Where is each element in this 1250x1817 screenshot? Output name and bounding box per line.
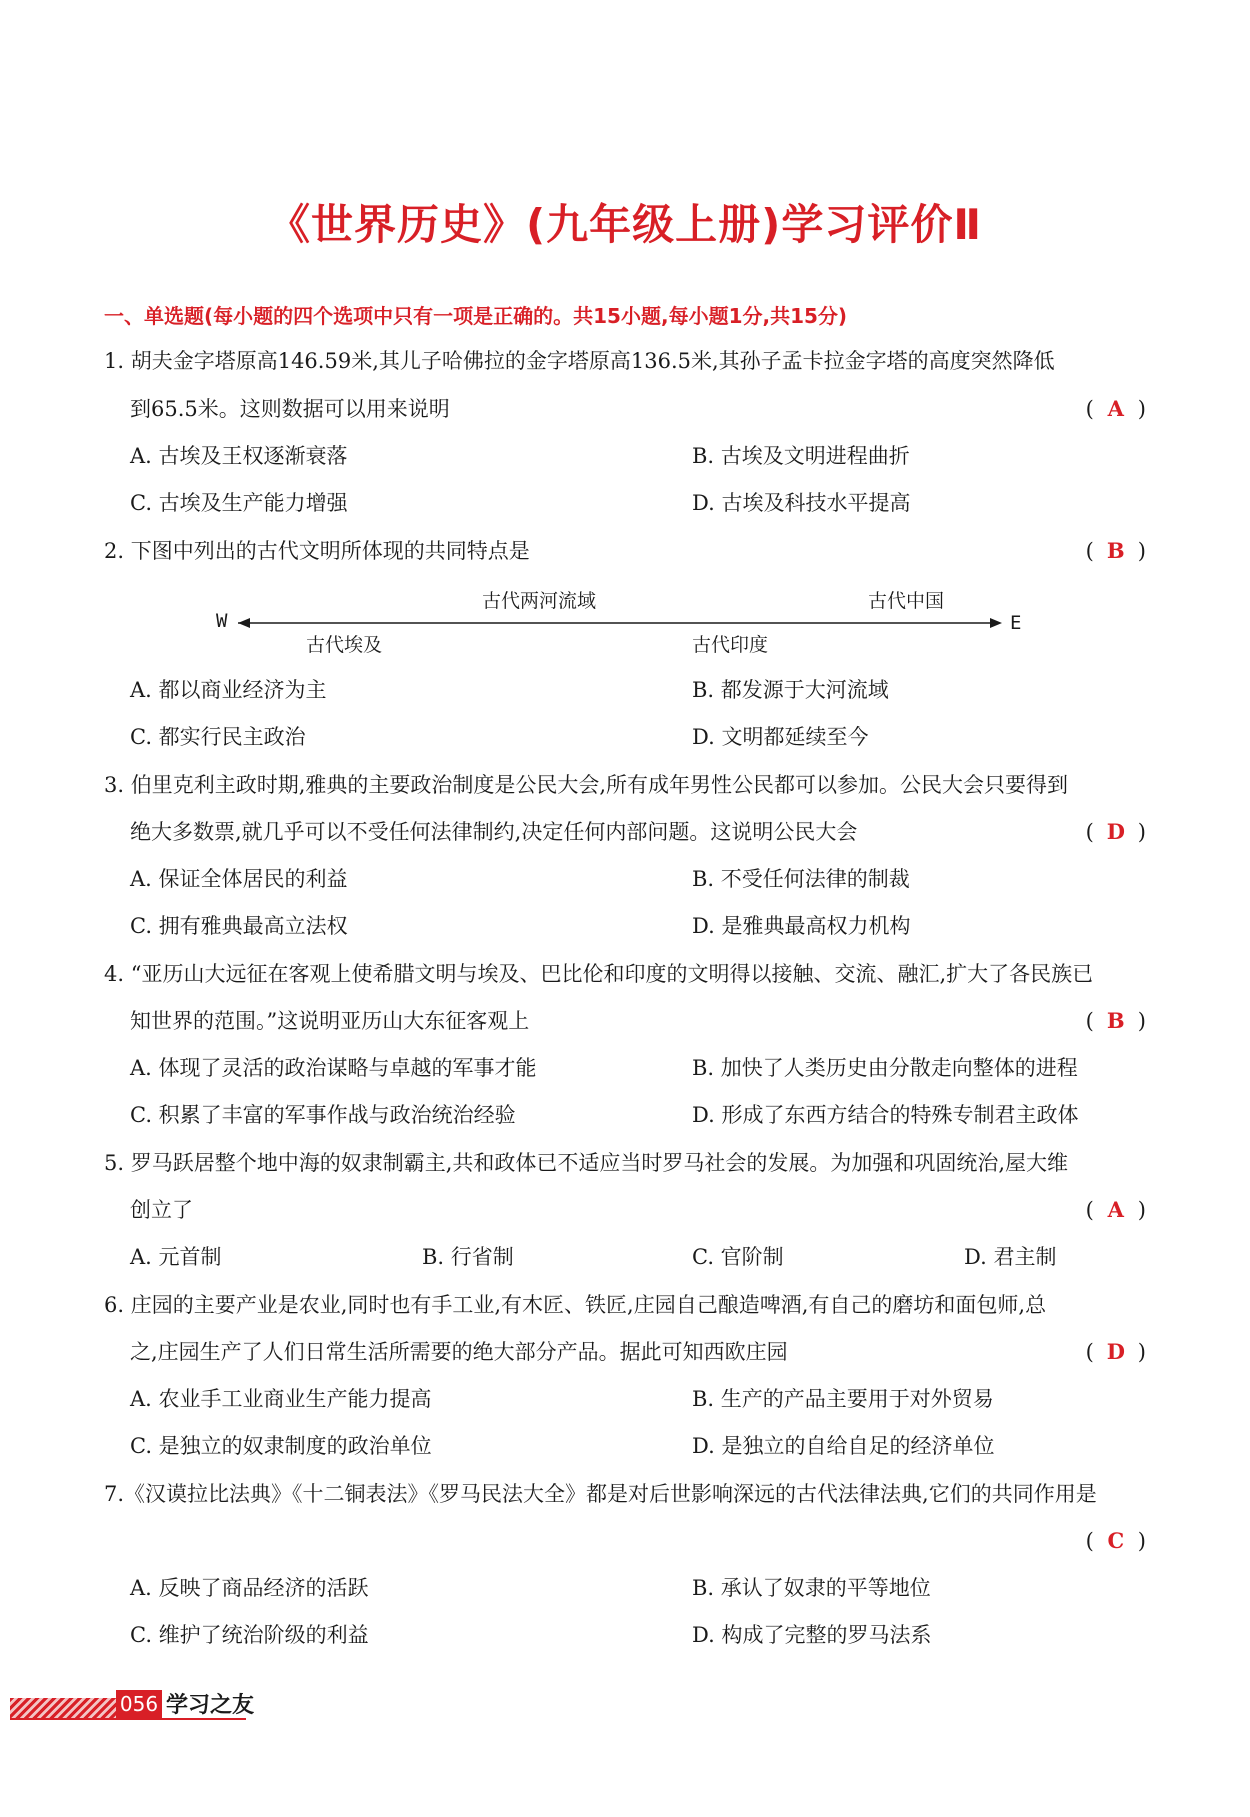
q7-answer-letter: C — [1107, 1528, 1125, 1553]
q5-option-a: A. 元首制 — [130, 1245, 222, 1269]
q1-option-c: C. 古埃及生产能力增强 — [130, 491, 348, 515]
q3-option-c: C. 拥有雅典最高立法权 — [130, 914, 348, 938]
q4-answer-letter: B — [1106, 1008, 1125, 1033]
q4-answer: ( B ) — [1086, 1006, 1146, 1036]
q2-option-d: D. 文明都延续至今 — [692, 725, 869, 749]
q5-answer: ( A ) — [1086, 1195, 1146, 1225]
q5-option-d: D. 君主制 — [964, 1245, 1057, 1269]
q6-answer: ( D ) — [1086, 1337, 1146, 1367]
q4-option-a: A. 体现了灵活的政治谋略与卓越的军事才能 — [130, 1056, 537, 1080]
q1-option-d: D. 古埃及科技水平提高 — [692, 491, 911, 515]
q7-stem: 7.《汉谟拉比法典》《十二铜表法》《罗马民法大全》都是对后世影响深远的古代法律法典,它们的共同作用是 — [104, 1482, 1097, 1506]
q5-stem-line1: 5. 罗马跃居整个地中海的奴隶制霸主,共和政体已不适应当时罗马社会的发展。为加强和巩固统治,屋大维 — [104, 1151, 1069, 1175]
q5-option-c: C. 官阶制 — [692, 1245, 784, 1269]
q1-answer: ( A ) — [1086, 394, 1146, 424]
q7-option-d: D. 构成了完整的罗马法系 — [692, 1623, 932, 1647]
q1-stem-line1: 1. 胡夫金字塔原高146.59米,其儿子哈佛拉的金字塔原高136.5米,其孙子孟卡拉金字塔的高度突然降低 — [104, 349, 1055, 373]
q4-option-c: C. 积累了丰富的军事作战与政治统治经验 — [130, 1103, 516, 1127]
q4-stem-line2: 知世界的范围。”这说明亚历山大东征客观上 — [130, 1009, 530, 1033]
q1-option-a: A. 古埃及王权逐渐衰落 — [130, 444, 348, 468]
q5-option-b: B. 行省制 — [422, 1245, 514, 1269]
q4-option-b: B. 加快了人类历史由分散走向整体的进程 — [692, 1056, 1078, 1080]
q6-answer-letter: D — [1106, 1339, 1125, 1364]
q7-option-a: A. 反映了商品经济的活跃 — [130, 1576, 369, 1600]
page-number: 056 — [116, 1690, 162, 1718]
q2-option-a: A. 都以商业经济为主 — [130, 678, 327, 702]
q1-answer-letter: A — [1107, 396, 1124, 421]
q3-answer-letter: D — [1106, 819, 1125, 844]
east-label: E — [1010, 612, 1022, 634]
q4-option-d: D. 形成了东西方结合的特殊专制君主政体 — [692, 1103, 1079, 1127]
q5-answer-letter: A — [1107, 1197, 1124, 1222]
china-label: 古代中国 — [868, 590, 945, 612]
india-label: 古代印度 — [692, 634, 769, 656]
q7-option-c: C. 维护了统治阶级的利益 — [130, 1623, 369, 1647]
mesopotamia-label: 古代两河流域 — [482, 590, 597, 612]
q7-option-b: B. 承认了奴隶的平等地位 — [692, 1576, 931, 1600]
q3-option-b: B. 不受任何法律的制裁 — [692, 867, 910, 891]
q3-stem-line2: 绝大多数票,就几乎可以不受任何法律制约,决定任何内部问题。这说明公民大会 — [130, 820, 858, 844]
q6-option-c: C. 是独立的奴隶制度的政治单位 — [130, 1434, 432, 1458]
west-label: W — [216, 610, 228, 632]
q6-stem-line1: 6. 庄园的主要产业是农业,同时也有手工业,有木匠、铁匠,庄园自己酿造啤酒,有自己的磨坊和面包师,总 — [104, 1293, 1047, 1317]
q5-stem-line2: 创立了 — [130, 1198, 193, 1222]
q6-option-d: D. 是独立的自给自足的经济单位 — [692, 1434, 995, 1458]
q6-stem-line2: 之,庄园生产了人们日常生活所需要的绝大部分产品。据此可知西欧庄园 — [130, 1340, 788, 1364]
page-footer — [0, 1672, 260, 1720]
q1-option-b: B. 古埃及文明进程曲折 — [692, 444, 910, 468]
section-heading: 一、单选题(每小题的四个选项中只有一项是正确的。共15小题,每小题1分,共15分) — [104, 304, 848, 328]
q7-answer: ( C ) — [1086, 1526, 1146, 1556]
civilization-diagram — [210, 580, 1030, 660]
q2-answer-letter: B — [1106, 538, 1125, 563]
q4-stem-line1: 4. “亚历山大远征在客观上使希腊文明与埃及、巴比伦和印度的文明得以接触、交流、融汇,扩大了各民族已 — [104, 962, 1094, 986]
footer-brand: 学习之友 — [166, 1693, 255, 1718]
page-title: 《世界历史》(九年级上册)学习评价Ⅱ — [267, 200, 983, 249]
egypt-label: 古代埃及 — [306, 634, 383, 656]
footer-rule — [10, 1718, 246, 1720]
q3-answer: ( D ) — [1086, 817, 1146, 847]
q2-option-c: C. 都实行民主政治 — [130, 725, 306, 749]
q2-stem: 2. 下图中列出的古代文明所体现的共同特点是 — [104, 539, 530, 563]
q6-option-a: A. 农业手工业商业生产能力提高 — [130, 1387, 432, 1411]
q3-option-a: A. 保证全体居民的利益 — [130, 867, 348, 891]
q3-stem-line1: 3. 伯里克利主政时期,雅典的主要政治制度是公民大会,所有成年男性公民都可以参加。公民大会只要得到 — [104, 773, 1069, 797]
q2-answer: ( B ) — [1086, 536, 1146, 566]
q2-option-b: B. 都发源于大河流域 — [692, 678, 889, 702]
q3-option-d: D. 是雅典最高权力机构 — [692, 914, 911, 938]
q6-option-b: B. 生产的产品主要用于对外贸易 — [692, 1387, 994, 1411]
q1-stem-line2: 到65.5米。这则数据可以用来说明 — [130, 397, 450, 421]
